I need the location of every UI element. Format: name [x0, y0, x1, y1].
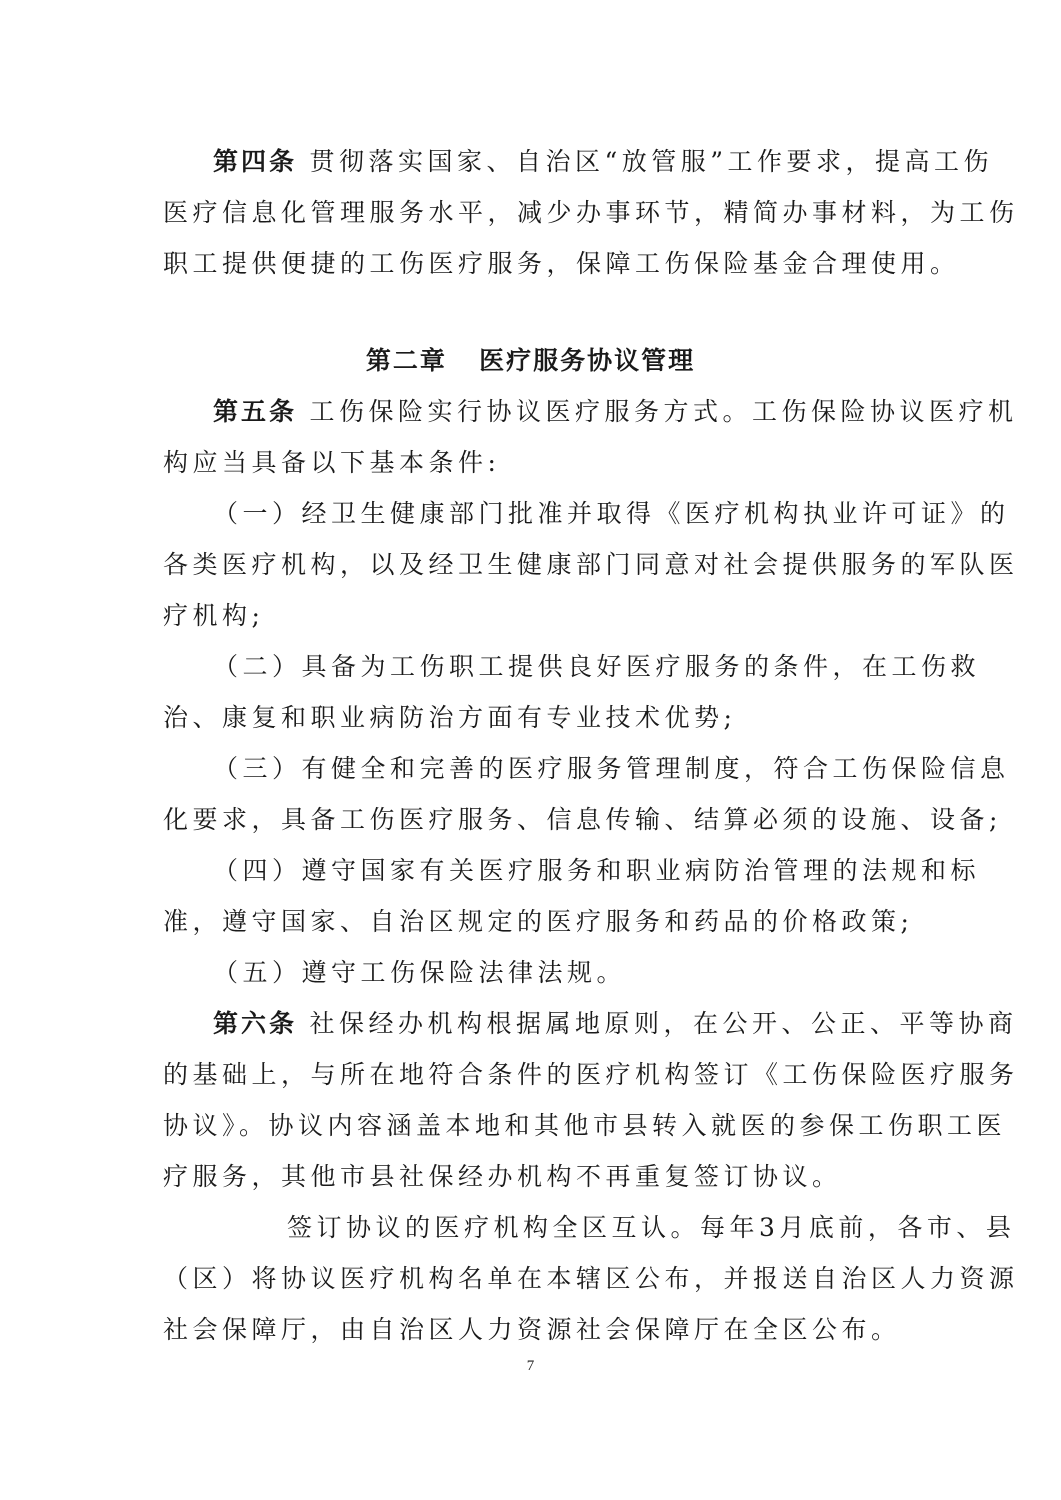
item3-line-1: （三）有健全和完善的医疗服务管理制度，符合工伤保险信息 [213, 754, 1010, 783]
article6-line-2: 的基础上，与所在地符合条件的医疗机构签订《工伤保险医疗服务 [163, 1060, 1019, 1089]
item4-line-1: （四）遵守国家有关医疗服务和职业病防治管理的法规和标 [213, 856, 981, 885]
item5-line-1: （五）遵守工伤保险法律法规。 [213, 958, 627, 987]
article4-line-3: 职工提供便捷的工伤医疗服务，保障工伤保险基金合理使用。 [163, 249, 960, 278]
article5-line-2: 构应当具备以下基本条件: [163, 448, 501, 477]
item1-line-3: 疗机构; [163, 601, 265, 630]
chapter-number: 第二章 [365, 346, 447, 375]
article6-para2-line-1: 签订协议的医疗机构全区互认。每年3月底前，各市、县 [287, 1213, 1016, 1242]
article6-line-3: 协议》。协议内容涵盖本地和其他市县转入就医的参保工伤职工医 [163, 1111, 1007, 1140]
item4-line-2: 准，遵守国家、自治区规定的医疗服务和药品的价格政策; [163, 907, 914, 936]
item2-line-1: （二）具备为工伤职工提供良好医疗服务的条件，在工伤救 [213, 652, 981, 681]
item3-line-2: 化要求，具备工伤医疗服务、信息传输、结算必须的设施、设备; [163, 805, 1002, 834]
article5-label: 第五条 [213, 397, 298, 426]
article5-text: 工伤保险实行协议医疗服务方式。工伤保险协议医疗机 [309, 397, 1018, 426]
item2-line-2: 治、康复和职业病防治方面有专业技术优势; [163, 703, 737, 732]
article4-label: 第四条 [213, 147, 298, 176]
article4-line-1 [213, 136, 994, 188]
item1-line-1: （一）经卫生健康部门批准并取得《医疗机构执业许可证》的 [213, 499, 1010, 528]
article6-text: 社保经办机构根据属地原则，在公开、公正、平等协商 [309, 1009, 1018, 1038]
article6-para2-line-2: （区）将协议医疗机构名单在本辖区公布，并报送自治区人力资源 [163, 1264, 1019, 1293]
article6-line-4: 疗服务，其他市县社保经办机构不再重复签订协议。 [163, 1162, 842, 1191]
item1-line-2: 各类医疗机构，以及经卫生健康部门同意对社会提供服务的军队医 [163, 550, 1019, 579]
chapter-heading [0, 335, 1061, 387]
article4-line-2: 医疗信息化管理服务水平，减少办事环节，精简办事材料，为工伤 [163, 198, 1019, 227]
article6-para2-line-3: 社会保障厅，由自治区人力资源社会保障厅在全区公布。 [163, 1315, 901, 1344]
article6-label: 第六条 [213, 1009, 298, 1038]
page-number: 7 [526, 1358, 535, 1374]
article5-line-1 [213, 386, 1018, 438]
article6-line-1 [213, 998, 1018, 1050]
article4-text: 贯彻落实国家、自治区“放管服”工作要求，提高工伤 [309, 147, 994, 176]
chapter-title: 医疗服务协议管理 [479, 346, 696, 375]
